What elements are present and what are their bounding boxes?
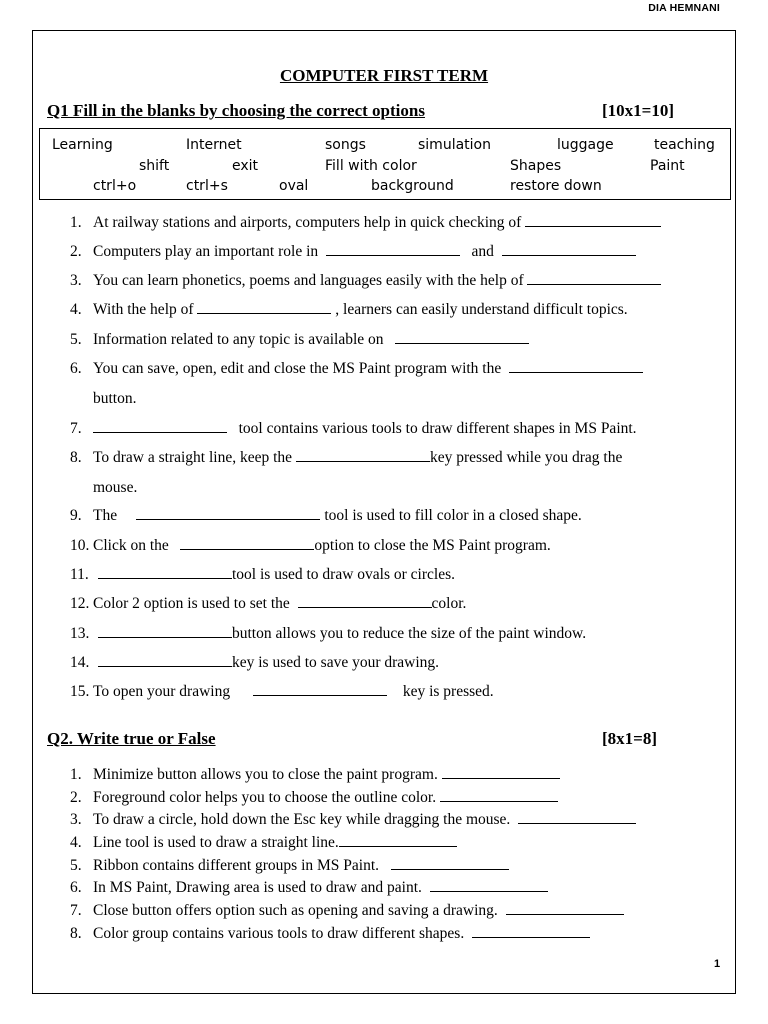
item-text-part: tool is used to draw ovals or circles. [232, 566, 455, 583]
word-bank-item: exit [232, 158, 259, 174]
item-number: 5. [70, 857, 82, 874]
item-text-part: and [471, 243, 494, 260]
item-number: 7. [70, 420, 82, 437]
item-text [93, 507, 582, 525]
word-bank-item: Paint [650, 158, 685, 174]
item-number: 15. [70, 683, 90, 700]
item-number: 3. [70, 272, 82, 289]
item-text-part: button. [93, 390, 137, 407]
item-text-part: key pressed while you drag the [429, 449, 623, 466]
item-text [93, 449, 622, 467]
item-text [93, 925, 590, 943]
q1-marks: [10x1=10] [602, 101, 675, 120]
item-text [93, 683, 494, 701]
item-text [98, 625, 586, 643]
item-number: 13. [70, 625, 90, 642]
answer-blank[interactable] [391, 857, 509, 870]
item-text [93, 272, 661, 290]
item-text [93, 331, 529, 349]
word-bank-item: Shapes [510, 158, 562, 174]
item-text-part: Color group contains various tools to draw different shapes. [93, 925, 465, 942]
item-text-part: To open your drawing [93, 683, 231, 700]
q1-heading: Q1 Fill in the blanks by choosing the correct options [47, 101, 425, 120]
item-number: 8. [70, 925, 82, 942]
word-bank [39, 128, 731, 200]
item-number: 6. [70, 879, 82, 896]
answer-blank[interactable] [197, 301, 331, 314]
item-number: 2. [70, 243, 82, 260]
answer-blank[interactable] [98, 654, 232, 667]
item-text [93, 595, 466, 613]
item-text-part: Click on the [93, 537, 169, 554]
item-number: 12. [70, 595, 90, 612]
word-bank-item: Learning [52, 137, 113, 153]
item-text-part: button allows you to reduce the size of the paint window. [232, 625, 587, 642]
item-text-part: Line tool is used to draw a straight line. [93, 834, 339, 851]
answer-blank[interactable] [93, 420, 227, 433]
answer-blank[interactable] [253, 683, 387, 696]
item-number: 8. [70, 449, 82, 466]
answer-blank[interactable] [296, 449, 430, 462]
item-text-part: To draw a circle, hold down the Esc key while dragging the mouse. [93, 811, 511, 828]
answer-blank[interactable] [506, 902, 624, 915]
item-text-part: To draw a straight line, keep the [93, 449, 293, 466]
item-number: 1. [70, 766, 82, 783]
answer-blank[interactable] [440, 789, 558, 802]
item-text [93, 857, 509, 875]
item-text-part: color. [431, 595, 467, 612]
item-text [98, 654, 439, 672]
item-text-part: You can learn phonetics, poems and languages easily with the help of [93, 272, 524, 289]
answer-blank[interactable] [509, 360, 643, 373]
item-text-part: With the help of [93, 301, 194, 318]
item-text [93, 360, 643, 378]
item-text [93, 834, 457, 852]
word-bank-item: ctrl+o [93, 178, 137, 194]
item-text-part: , learners can easily understand difficult topics. [335, 301, 628, 318]
word-bank-item: restore down [510, 178, 602, 194]
item-text [93, 214, 661, 232]
item-number: 4. [70, 301, 82, 318]
item-text [93, 766, 560, 784]
item-text [93, 301, 628, 319]
item-text-part: tool contains various tools to draw different shapes in MS Paint. [238, 420, 637, 437]
answer-blank[interactable] [442, 766, 560, 779]
item-text-part: You can save, open, edit and close the MS Paint program with the [93, 360, 502, 377]
answer-blank[interactable] [395, 331, 529, 344]
item-text [93, 879, 548, 897]
answer-blank[interactable] [326, 243, 460, 256]
item-text-part: tool is used to fill color in a closed shape. [324, 507, 582, 524]
item-text-part: option to close the MS Paint program. [314, 537, 551, 554]
word-bank-item: teaching [654, 137, 715, 153]
item-number: 11. [70, 566, 89, 583]
answer-blank[interactable] [527, 272, 661, 285]
item-number: 14. [70, 654, 90, 671]
answer-blank[interactable] [98, 625, 232, 638]
item-text-part: Information related to any topic is available on [93, 331, 384, 348]
answer-blank[interactable] [518, 811, 636, 824]
word-bank-item: oval [279, 178, 309, 194]
answer-blank[interactable] [136, 507, 320, 520]
word-bank-item: luggage [557, 137, 614, 153]
item-number: 6. [70, 360, 82, 377]
item-text [93, 789, 558, 807]
item-text-part: Close button offers option such as opening and saving a drawing. [93, 902, 498, 919]
item-text [98, 566, 455, 584]
word-bank-item: simulation [418, 137, 491, 153]
answer-blank[interactable] [298, 595, 432, 608]
item-text-part: Minimize button allows you to close the paint program. [93, 766, 438, 783]
item-text [93, 811, 636, 829]
answer-blank[interactable] [502, 243, 636, 256]
item-text [93, 902, 624, 920]
page-title: COMPUTER FIRST TERM [279, 66, 489, 85]
item-text [93, 420, 637, 438]
item-number: 10. [70, 537, 90, 554]
answer-blank[interactable] [339, 834, 457, 847]
answer-blank[interactable] [472, 925, 590, 938]
item-text-part: mouse. [93, 479, 138, 496]
word-bank-item: ctrl+s [186, 178, 228, 194]
author-name: DIA HEMNANI [648, 2, 720, 14]
item-text-part: At railway stations and airports, computers help in quick checking of [93, 214, 522, 231]
item-number: 3. [70, 811, 82, 828]
item-number: 7. [70, 902, 82, 919]
item-text-part: key is used to save your drawing. [232, 654, 440, 671]
item-text-part: The [93, 507, 118, 524]
item-number: 2. [70, 789, 82, 806]
item-number: 9. [70, 507, 82, 524]
word-bank-item: background [371, 178, 454, 194]
word-bank-item: shift [139, 158, 170, 174]
item-text-part: Ribbon contains different groups in MS Paint. [93, 857, 380, 874]
q2-marks: [8x1=8] [602, 729, 658, 748]
item-text-part: Computers play an important role in [93, 243, 319, 260]
answer-blank[interactable] [525, 214, 661, 227]
item-text-part: Foreground color helps you to choose the outline color. [93, 789, 437, 806]
answer-blank[interactable] [98, 566, 232, 579]
word-bank-item: songs [325, 137, 366, 153]
page-number: 1 [714, 958, 721, 970]
word-bank-item: Internet [186, 137, 242, 153]
item-text-part: In MS Paint, Drawing area is used to draw and paint. [93, 879, 422, 896]
item-number: 5. [70, 331, 82, 348]
item-text [93, 537, 551, 555]
word-bank-item: Fill with color [325, 158, 417, 174]
item-text-part: key is pressed. [402, 683, 494, 700]
item-text-part: Color 2 option is used to set the [93, 595, 290, 612]
answer-blank[interactable] [180, 537, 314, 550]
answer-blank[interactable] [430, 879, 548, 892]
q2-heading: Q2. Write true or False [47, 729, 216, 748]
item-number: 4. [70, 834, 82, 851]
item-number: 1. [70, 214, 82, 231]
item-text [93, 243, 636, 261]
